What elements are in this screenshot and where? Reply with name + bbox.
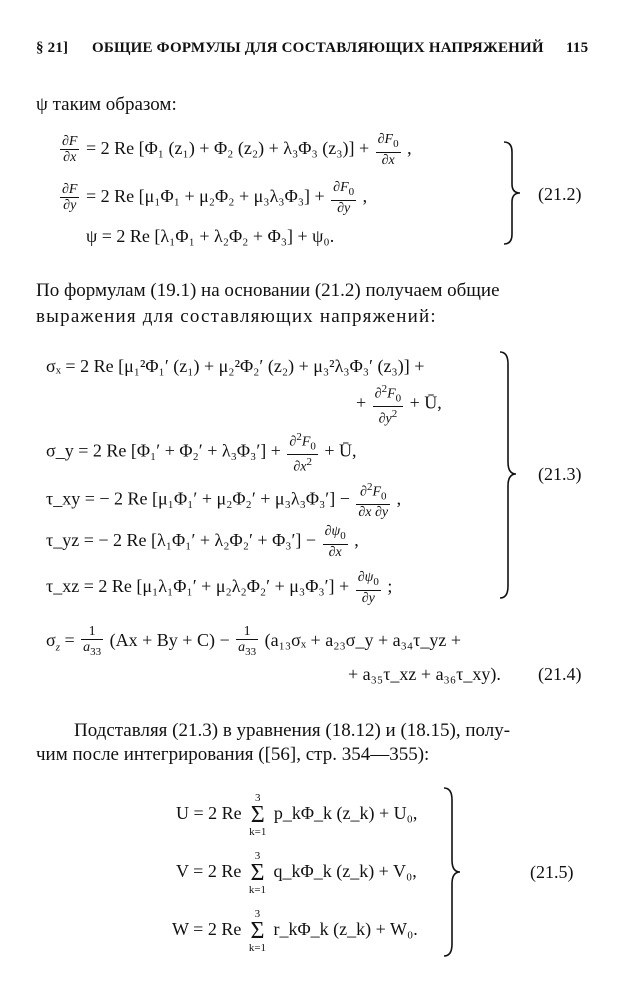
sum-symbol-V: 3 Σ k=1 bbox=[248, 850, 267, 896]
eq-21-3-label: (21.3) bbox=[538, 464, 582, 484]
right-brace-21-5 bbox=[440, 786, 464, 958]
dF-dx-fraction: $\frac{\partial F}{\partial x}$ bbox=[62, 134, 78, 166]
W-rhs: r_kΦ_k (z_k) + W₀. bbox=[273, 919, 418, 940]
sum-upper-limit: 3 bbox=[254, 908, 261, 920]
U-rhs: p_kΦ_k (z_k) + U₀, bbox=[273, 803, 418, 824]
paragraph2-line1: Подставляя (21.3) в уравнения (18.12) и (18.15), полу- bbox=[74, 720, 511, 741]
one-over-a33-fraction-2: $\frac{1}{a_{33}}$ bbox=[238, 624, 257, 658]
eq-21-2-line1: $\frac{\partial F}{\partial x}$ = 2 Re [Φ₁ (z₁) + Φ₂ (z₂) + λ₃Φ₃ (z₃)] + $\frac{\partial F_0}{\partial x}$ , bbox=[62, 132, 412, 168]
tau-xy-text: τ_xy = − 2 Re [μ₁Φ₁′ + μ₂Φ₂′ + μ₃λ₃Φ₃′] − bbox=[46, 488, 350, 509]
dF0-dx-fraction: $\frac{\partial F_0}{\partial x}$ bbox=[377, 132, 399, 168]
eq-V bbox=[176, 850, 417, 896]
eq-21-4-label: (21.4) bbox=[538, 664, 582, 684]
dpsi0-dy-fraction: $\frac{\partial\psi_0}{\partial y}$ bbox=[357, 570, 379, 606]
sum-symbol-U: 3 Σ k=1 bbox=[249, 792, 267, 838]
d2F0-dy2-fraction: $\frac{\partial^2F_0}{\partial y^2}$ bbox=[374, 383, 402, 428]
eq-21-4-mid: (Ax + By + C) − bbox=[109, 630, 230, 651]
one-over-a33-fraction-1: $\frac{1}{a_{33}}$ bbox=[83, 624, 102, 658]
intro-line: ψ таким образом: bbox=[36, 94, 177, 115]
eq-tau-yz: τ_yz = − 2 Re [λ₁Φ₁′ + λ₂Φ₂′ + Φ₃′] − $\frac{\partial\psi_0}{\partial x}$ , bbox=[46, 524, 359, 560]
eq-tau-xz: τ_xz = 2 Re [μ₁λ₁Φ₁′ + μ₂λ₂Φ₂′ + μ₃Φ₃′] + $\frac{\partial\psi_0}{\partial y}$ ; bbox=[46, 570, 393, 606]
sum-lower-limit: k=1 bbox=[248, 942, 267, 954]
eq-21-2-line2-text: = 2 Re [μ₁Φ₁ + μ₂Φ₂ + μ₃λ₃Φ₃] + bbox=[85, 186, 325, 207]
V-lhs: V = 2 Re bbox=[176, 861, 242, 882]
eq-tau-xy: τ_xy = − 2 Re [μ₁Φ₁′ + μ₂Φ₂′ + μ₃λ₃Φ₃′] − $\frac{\partial^2F_0}{\partial x \partial y}$ , bbox=[46, 481, 402, 521]
eq-21-5-label: (21.5) bbox=[530, 862, 574, 882]
sigma-y-end: + Ū, bbox=[324, 440, 357, 461]
W-lhs: W = 2 Re bbox=[172, 919, 242, 940]
section-marker: § 21] bbox=[36, 40, 69, 56]
sum-upper-limit: 3 bbox=[255, 792, 261, 804]
eq-sigma-x: σₓ = 2 Re [μ₁²Φ₁′ (z₁) + μ₂²Φ₂′ (z₂) + μ₃²λ₃Φ₃′ (z₃)] + bbox=[46, 356, 425, 376]
V-rhs: q_kΦ_k (z_k) + V₀, bbox=[273, 861, 417, 882]
page-number: 115 bbox=[566, 40, 589, 56]
sum-lower-limit: k=1 bbox=[249, 826, 267, 838]
eq-21-4-line2: + a₃₅τ_xz + a₃₆τ_xy). bbox=[348, 664, 501, 684]
sum-lower-limit: k=1 bbox=[248, 884, 267, 896]
d2F0-dx2-fraction: $\frac{\partial^2F_0}{\partial x^2}$ bbox=[289, 431, 316, 476]
eq-21-4-end: (a₁₃σₓ + a₂₃σ_y + a₃₄τ_yz + bbox=[264, 630, 462, 651]
dF-dy-fraction: $\frac{\partial F}{\partial y}$ bbox=[62, 182, 78, 214]
right-brace-21-3 bbox=[496, 350, 520, 600]
U-lhs: U = 2 Re bbox=[176, 803, 242, 824]
eq-21-2-label: (21.2) bbox=[538, 184, 582, 204]
eq-sigma-y bbox=[46, 430, 357, 475]
eq-21-2-line3: ψ = 2 Re [λ₁Φ₁ + λ₂Φ₂ + Φ₃] + ψ₀. bbox=[86, 226, 335, 246]
right-brace-21-2 bbox=[500, 140, 524, 246]
tau-xz-text: τ_xz = 2 Re [μ₁λ₁Φ₁′ + μ₂λ₂Φ₂′ + μ₃Φ₃′] + bbox=[46, 576, 350, 597]
tau-yz-text: τ_yz = − 2 Re [λ₁Φ₁′ + λ₂Φ₂′ + Φ₃′] − bbox=[46, 530, 317, 551]
paragraph1-line2: выражения для составляющих напряжений: bbox=[36, 306, 437, 327]
running-title: ОБЩИЕ ФОРМУЛЫ ДЛЯ СОСТАВЛЯЮЩИХ НАПРЯЖЕНИЙ bbox=[92, 40, 544, 56]
d2F0-dxdy-fraction: $\frac{\partial^2F_0}{\partial x \partial y}$ bbox=[358, 481, 389, 521]
eq-21-2-line2: $\frac{\partial F}{\partial y}$ = 2 Re [μ₁Φ₁ + μ₂Φ₂ + μ₃λ₃Φ₃] + $\frac{\partial F_0}{\partial y}$ , bbox=[62, 180, 368, 216]
sigma-y-text: σ_y = 2 Re [Φ₁′ + Φ₂′ + λ₃Φ₃′] + bbox=[46, 440, 281, 461]
eq-21-4-line1: $\sigma_z$ = $\frac{1}{a_{33}}$ (Ax + By + C) − $\frac{1}{a_{33}}$ (a₁₃σₓ + a₂₃σ_y + a₃₄τ_yz + bbox=[46, 624, 462, 658]
eq-U bbox=[176, 792, 417, 838]
eq-21-2-line1-text: = 2 Re [Φ₁ (z₁) + Φ₂ (z₂) + λ₃Φ₃ (z₃)] + bbox=[85, 138, 370, 159]
sum-symbol-W: 3 Σ k=1 bbox=[248, 908, 267, 954]
dF0-dy-fraction: $\frac{\partial F_0}{\partial y}$ bbox=[333, 180, 355, 216]
dpsi0-dx-fraction: $\frac{\partial\psi_0}{\partial x}$ bbox=[324, 524, 346, 560]
paragraph2-line2: чим после интегрирования ([56], стр. 354—355): bbox=[36, 744, 430, 765]
eq-W bbox=[172, 908, 418, 954]
sum-upper-limit: 3 bbox=[254, 850, 261, 862]
sigma-x-end: + Ū, bbox=[409, 392, 442, 413]
eq-sigma-x-continuation: + $\frac{\partial^2F_0}{\partial y^2}$ + Ū, bbox=[356, 383, 442, 428]
paragraph1-line1: По формулам (19.1) на основании (21.2) получаем общие bbox=[36, 280, 500, 301]
